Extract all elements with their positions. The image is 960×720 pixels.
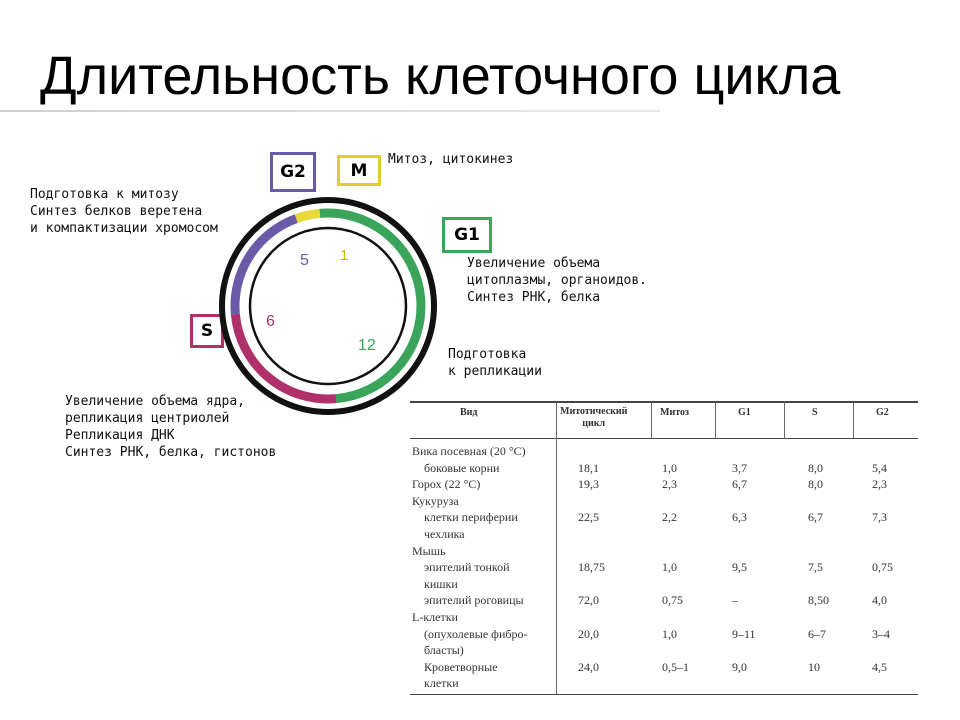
table-row-species: клетки bbox=[424, 676, 459, 691]
cell-cycle-diagram bbox=[210, 190, 450, 430]
cell-cycle-duration-table bbox=[410, 395, 920, 695]
table-cell-value: 1,0 bbox=[662, 560, 677, 575]
table-row-species: клетки периферии bbox=[424, 510, 518, 525]
m-label-box bbox=[337, 155, 381, 186]
table-cell-value: 2,2 bbox=[662, 510, 677, 525]
s-hours: 6 bbox=[266, 313, 275, 330]
table-cell-value: 72,0 bbox=[578, 593, 599, 608]
table-cell-value: 10 bbox=[808, 659, 820, 674]
table-cell-value: – bbox=[732, 593, 738, 608]
g2-label-box bbox=[270, 152, 316, 192]
table-cell-value: 7,3 bbox=[872, 510, 887, 525]
header-mitosis: Митоз bbox=[660, 407, 689, 418]
table-row-species: (опухолевые фибро- bbox=[424, 626, 528, 641]
table-row-species: кишки bbox=[424, 576, 458, 591]
table-cell-value: 18,1 bbox=[578, 460, 599, 475]
table-cell-value: 9–11 bbox=[732, 626, 756, 641]
table-row-species: Кукуруза bbox=[412, 493, 459, 508]
header-species: Вид bbox=[460, 407, 478, 418]
table-cell-value: 1,0 bbox=[662, 460, 677, 475]
m-phase-arc bbox=[296, 213, 320, 218]
table-cell-value: 8,50 bbox=[808, 593, 829, 608]
page-title: Длительность клеточного цикла bbox=[40, 46, 841, 106]
inner-ring bbox=[250, 228, 406, 384]
table-cell-value: 19,3 bbox=[578, 477, 599, 492]
table-cell-value: 0,75 bbox=[872, 560, 893, 575]
m-description: Митоз, цитокинез bbox=[388, 152, 514, 167]
table-row-species: бласты) bbox=[424, 643, 464, 658]
table-row-species: Вика посевная (20 °С) bbox=[412, 444, 526, 458]
table-cell-value: 4,5 bbox=[872, 659, 887, 674]
table-row-species: боковые корни bbox=[424, 460, 500, 475]
title-divider bbox=[0, 110, 660, 112]
table-cell-value: 8,0 bbox=[808, 460, 823, 475]
table-cell-value: 5,4 bbox=[872, 460, 887, 475]
table-cell-value: 24,0 bbox=[578, 659, 599, 674]
g1-label: G1 bbox=[454, 225, 480, 245]
header-mitotic-cycle: Митотический цикл bbox=[560, 406, 628, 429]
s-phase-arc bbox=[235, 314, 336, 399]
m-hours: 1 bbox=[340, 247, 349, 264]
table-cell-value: 9,0 bbox=[732, 659, 747, 674]
g1-description: Увеличение объема цитоплазмы, органоидов. Синтез РНК, белка bbox=[467, 256, 648, 305]
table-cell-value: 3–4 bbox=[872, 626, 890, 641]
table-cell-value: 8,0 bbox=[808, 477, 823, 492]
table-cell-value: 3,7 bbox=[732, 460, 747, 475]
g2-hours: 5 bbox=[300, 252, 309, 269]
table-cell-value: 6–7 bbox=[808, 626, 826, 641]
table-cell-value: 22,5 bbox=[578, 510, 599, 525]
table-row-species: чехлика bbox=[424, 527, 465, 541]
table-cell-value: 4,0 bbox=[872, 593, 887, 608]
table-cell-value: 7,5 bbox=[808, 560, 823, 575]
table-cell-value: 6,7 bbox=[732, 477, 747, 492]
table-cell-value: 0,75 bbox=[662, 593, 683, 608]
table-row-species: эпителий тонкой bbox=[424, 560, 510, 575]
header-g1: G1 bbox=[738, 407, 751, 418]
table-cell-value: 6,7 bbox=[808, 510, 823, 525]
m-label: M bbox=[350, 160, 368, 181]
table-cell-value: 9,5 bbox=[732, 560, 747, 575]
table-row-species: Горох (22 °С) bbox=[412, 477, 481, 492]
table-cell-value: 2,3 bbox=[662, 477, 677, 492]
table-row-species: Мышь bbox=[412, 543, 446, 558]
table-cell-value: 0,5–1 bbox=[662, 659, 689, 674]
s-label: S bbox=[200, 321, 214, 341]
g2-label: G2 bbox=[280, 162, 306, 182]
table-row-species: L-клетки bbox=[412, 610, 458, 624]
s-description: Увеличение объема ядра, репликация центриолей Репликация ДНК Синтез РНК, белка, гистонов bbox=[65, 394, 277, 460]
g2-description: Подготовка к митозу Синтез белков веретена и компактизации хромосом bbox=[30, 187, 218, 236]
table-row-species: Кроветворные bbox=[424, 659, 498, 674]
g1-hours: 12 bbox=[358, 337, 376, 354]
table-cell-value: 18,75 bbox=[578, 560, 605, 575]
table-cell-value: 2,3 bbox=[872, 477, 887, 492]
table-cell-value: 20,0 bbox=[578, 626, 599, 641]
table-cell-value: 6,3 bbox=[732, 510, 747, 525]
header-s: S bbox=[812, 407, 818, 418]
g2-phase-arc bbox=[235, 219, 296, 314]
g1-description-replication: Подготовка к репликации bbox=[448, 347, 542, 379]
table-cell-value: 1,0 bbox=[662, 626, 677, 641]
header-g2: G2 bbox=[876, 407, 889, 418]
table-row-species: эпителий роговицы bbox=[424, 593, 524, 608]
outer-ring bbox=[222, 200, 434, 412]
